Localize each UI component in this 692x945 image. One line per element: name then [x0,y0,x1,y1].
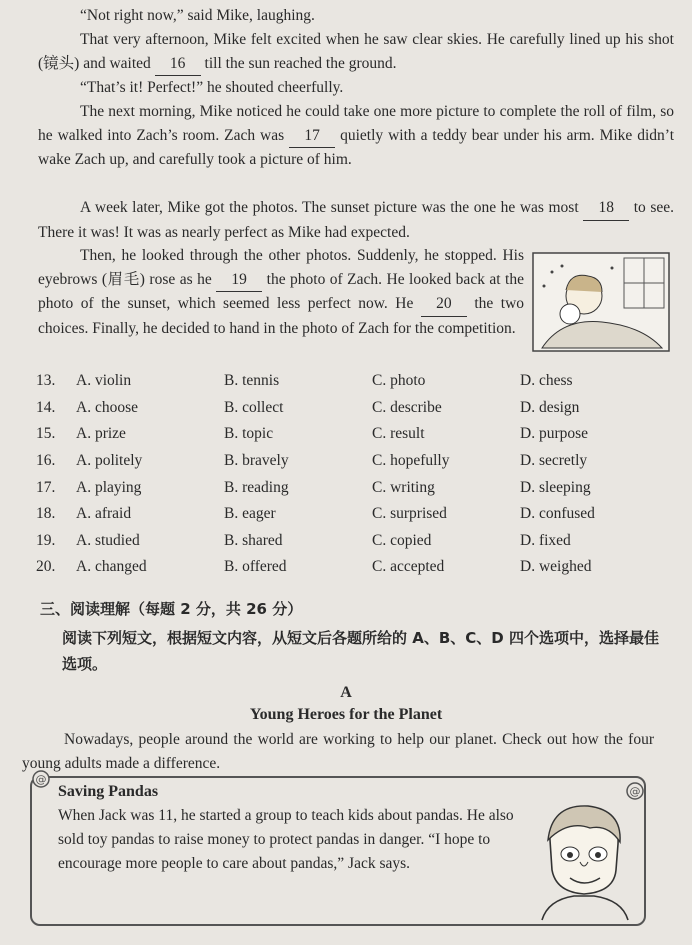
passage-title: Young Heroes for the Planet [249,706,443,723]
story-text: to see. There it was! It was as nearly perfect as Mike had expected. [38,199,675,241]
options-table [36,368,676,581]
blank-16: 16 [155,52,201,77]
story-paragraph-5 [38,196,674,244]
section-instructions: 阅读下列短文，根据短文内容，从短文后各题所给的 A、B、C、D 四个选项中，选择最佳选项。 [62,629,659,673]
blank-18: 18 [583,196,629,221]
option-c: C. copied [372,531,432,549]
story-paragraph-6 [38,244,524,340]
question-number: 15. [36,425,56,443]
story-text: till the sun reached the ground. [204,54,397,72]
option-row [36,421,676,448]
option-b: B. reading [224,478,289,496]
option-c: C. result [372,425,425,443]
option-row [36,448,676,475]
question-number: 17. [36,478,56,496]
passage-letter: A [340,684,352,701]
box-heading: Saving Pandas [58,783,159,800]
option-d: D. weighed [520,558,592,576]
option-b: B. offered [224,558,287,576]
passage-intro: Nowadays, people around the world are working to help our planet. Check out how the four young adults made a difference. [22,731,654,772]
option-b: B. tennis [224,372,280,390]
question-number: 18. [36,505,56,523]
option-a: A. politely [76,452,143,470]
option-c: C. surprised [372,505,447,523]
boy-cartoon-illustration [528,800,640,922]
option-a: A. choose [76,398,138,416]
story-text: the photo of Zach. He looked back at the photo of the sunset, which seemed less perfect now. He [38,270,524,312]
story-text: “Not right now,” said Mike, laughing. [80,7,315,24]
question-number: 16. [36,452,56,470]
option-row [36,368,676,395]
option-b: B. shared [224,531,283,549]
option-a: A. afraid [76,505,132,523]
option-c: C. hopefully [372,452,450,470]
option-row [36,395,676,422]
section-heading: 三、阅读理解（每题 2 分，共 26 分） [40,600,303,618]
sleeping-boy-illustration [532,252,670,352]
question-number: 19. [36,531,56,549]
option-a: A. violin [76,372,132,390]
option-a: A. playing [76,478,142,496]
option-d: D. chess [520,372,573,390]
option-d: D. secretly [520,452,588,470]
option-row [36,554,676,581]
option-a: A. studied [76,531,140,549]
option-d: D. fixed [520,531,571,549]
story-paragraph-4 [38,100,674,172]
option-b: B. eager [224,505,276,523]
blank-20: 20 [421,292,467,317]
blank-19: 19 [216,268,262,293]
svg-text:@: @ [35,773,47,786]
option-d: D. confused [520,505,595,523]
option-row [36,501,676,528]
question-number: 14. [36,398,56,416]
option-a: A. changed [76,558,147,576]
option-a: A. prize [76,425,126,443]
story-paragraph-2 [38,28,674,76]
option-d: D. sleeping [520,478,591,496]
option-d: D. design [520,398,580,416]
pin-icon [30,768,52,790]
pin-icon [624,780,646,802]
option-d: D. purpose [520,425,589,443]
box-text: When Jack was 11, he started a group to teach kids about pandas. He also sold toy pandas to raise money to protect pandas in danger. “I hope to encourage more people to care about pandas,” Jack says. [58,807,514,872]
story-text: Then, he looked through the other photos. Suddenly, he stopped. His eyebrows (眉毛) rose as he [38,247,524,288]
story-text: The next morning, Mike noticed he could take one more picture to complete the roll of film, so he walked into Zach’s room. Zach was [38,103,674,144]
story-paragraph-3 [38,76,674,100]
option-row [36,474,676,501]
option-b: B. topic [224,425,274,443]
story-text: “That’s it! Perfect!” he shouted cheerfully. [80,79,344,96]
option-b: B. collect [224,398,284,416]
blank-17: 17 [289,124,335,149]
question-number: 13. [36,372,56,390]
option-c: C. accepted [372,558,445,576]
option-c: C. describe [372,398,442,416]
option-row [36,528,676,555]
story-text: A week later, Mike got the photos. The sunset picture was the one he was most [80,199,579,216]
option-b: B. bravely [224,452,289,470]
story-paragraph-1 [38,4,674,28]
story-text: That very afternoon, Mike felt excited when he saw clear skies. He carefully lined up his shot (镜头) and waited [38,31,674,72]
story-text: the two choices. Finally, he decided to hand in the photo of Zach for the competition. [38,295,525,337]
svg-text:@: @ [629,785,641,798]
option-c: C. writing [372,478,435,496]
option-c: C. photo [372,372,426,390]
story-text: quietly with a teddy bear under his arm. Mike didn’t wake Zach up, and carefully took a picture of him. [38,126,674,168]
question-number: 20. [36,558,56,576]
